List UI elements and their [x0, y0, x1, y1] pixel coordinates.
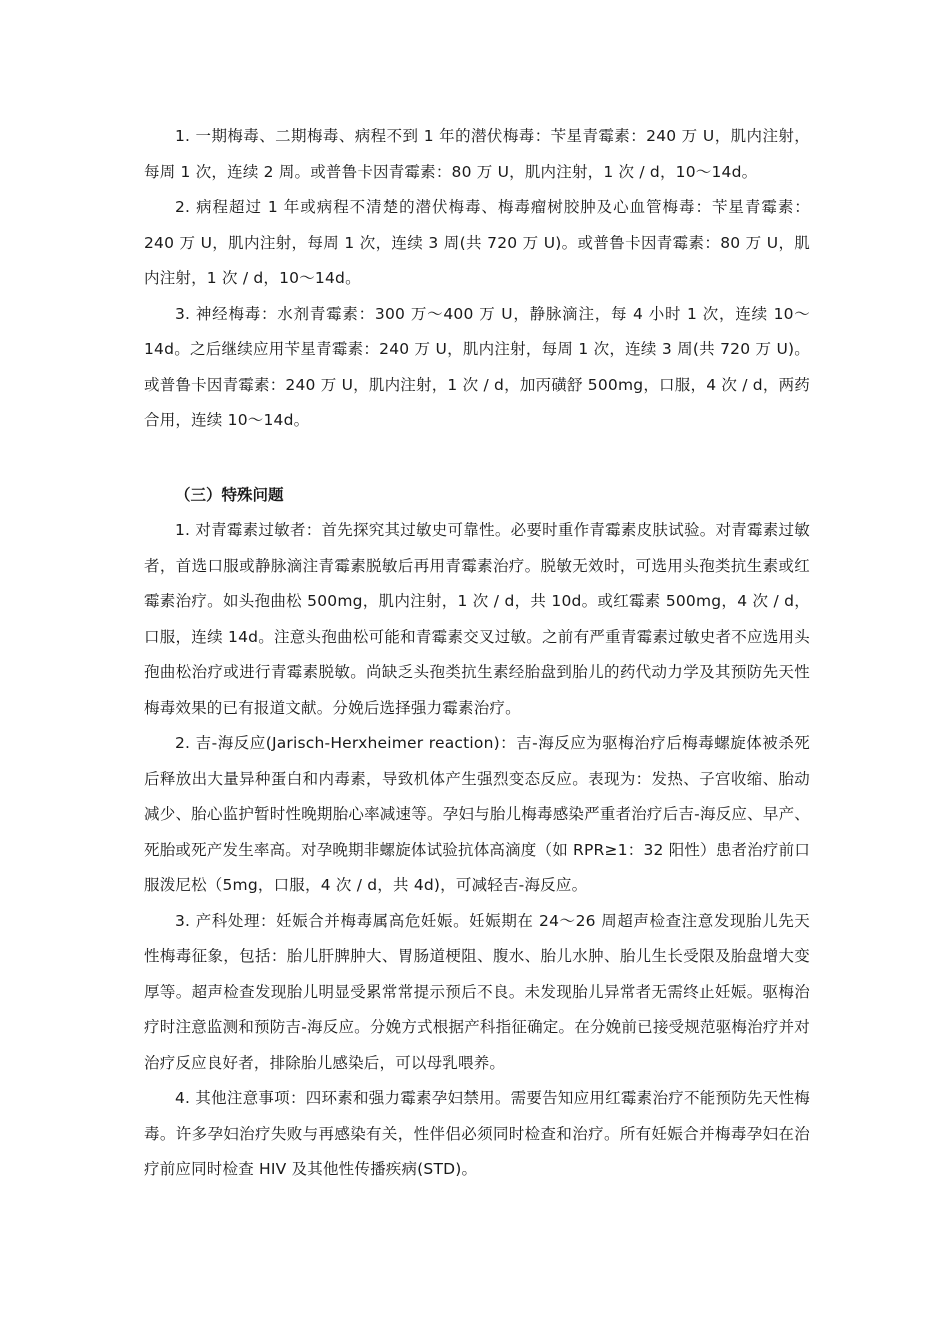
special-paragraph-4: 4. 其他注意事项：四环素和强力霉素孕妇禁用。需要告知应用红霉素治疗不能预防先天性梅毒。许多孕妇治疗失败与再感染有关，性伴侣必须同时检查和治疗。所有妊娠合并梅毒孕妇在治疗前应同时检查 HIV 及其他性传播疾病(STD)。 [144, 1089, 810, 1178]
treatment-paragraph-2: 2. 病程超过 1 年或病程不清楚的潜伏梅毒、梅毒瘤树胶肿及心血管梅毒：苄星青霉素：240 万 U，肌内注射，每周 1 次，连续 3 周(共 720 万 U)。或普鲁卡因青霉素：80 万 U，肌内注射，1 次 / d，10～14d。 [144, 198, 810, 287]
treatment-section [144, 119, 810, 439]
special-paragraph-1: 1. 对青霉素过敏者：首先探究其过敏史可靠性。必要时重作青霉素皮肤试验。对青霉素过敏者，首选口服或静脉滴注青霉素脱敏后再用青霉素治疗。脱敏无效时，可选用头孢类抗生素或红霉素治疗。如头孢曲松 500mg，肌内注射，1 次 / d，共 10d。或红霉素 500mg，4 次 / d，口服，连续 14d。注意头孢曲松可能和青霉素交叉过敏。之前有严重青霉素过敏史者不应选用头孢曲松治疗或进行青霉素脱敏。尚缺乏头孢类抗生素经胎盘到胎儿的药代动力学及其预防先天性梅毒效果的已有报道文献。分娩后选择强力霉素治疗。 [144, 521, 810, 717]
treatment-paragraph-1: 1. 一期梅毒、二期梅毒、病程不到 1 年的潜伏梅毒：苄星青霉素：240 万 U，肌内注射，每周 1 次，连续 2 周。或普鲁卡因青霉素：80 万 U，肌内注射，1 次 / d，10～14d。 [144, 127, 810, 181]
section-heading: （三）特殊问题 [175, 486, 284, 504]
special-issues-section [144, 513, 810, 1188]
special-paragraph-2: 2. 吉-海反应(Jarisch-Herxheimer reaction)：吉-海反应为驱梅治疗后梅毒螺旋体被杀死后释放出大量异种蛋白和内毒素，导致机体产生强烈变态反应。表现为：发热、子宫收缩、胎动减少、胎心监护暂时性晚期胎心率减速等。孕妇与胎儿梅毒感染严重者治疗后吉-海反应、早产、死胎或死产发生率高。对孕晚期非螺旋体试验抗体高滴度（如 RPR≥1：32 阳性）患者治疗前口服泼尼松（5mg，口服，4 次 / d，共 4d)，可减轻吉-海反应。 [144, 734, 811, 894]
special-paragraph-3: 3. 产科处理：妊娠合并梅毒属高危妊娠。妊娠期在 24～26 周超声检查注意发现胎儿先天性梅毒征象，包括：胎儿肝脾肿大、胃肠道梗阻、腹水、胎儿水肿、胎儿生长受限及胎盘增大变厚等。超声检查发现胎儿明显受累常常提示预后不良。未发现胎儿异常者无需终止妊娠。驱梅治疗时注意监测和预防吉-海反应。分娩方式根据产科指征确定。在分娩前已接受规范驱梅治疗并对治疗反应良好者，排除胎儿感染后，可以母乳喂养。 [144, 911, 810, 1072]
treatment-paragraph-3: 3. 神经梅毒：水剂青霉素：300 万～400 万 U，静脉滴注，每 4 小时 1 次，连续 10～14d。之后继续应用苄星青霉素：240 万 U，肌内注射，每周 1 次，连续 3 周(共 720 万 U)。或普鲁卡因青霉素：240 万 U，肌内注射，1 次 / d，加丙磺舒 500mg，口服，4 次 / d，两药合用，连续 10～14d。 [144, 304, 810, 429]
